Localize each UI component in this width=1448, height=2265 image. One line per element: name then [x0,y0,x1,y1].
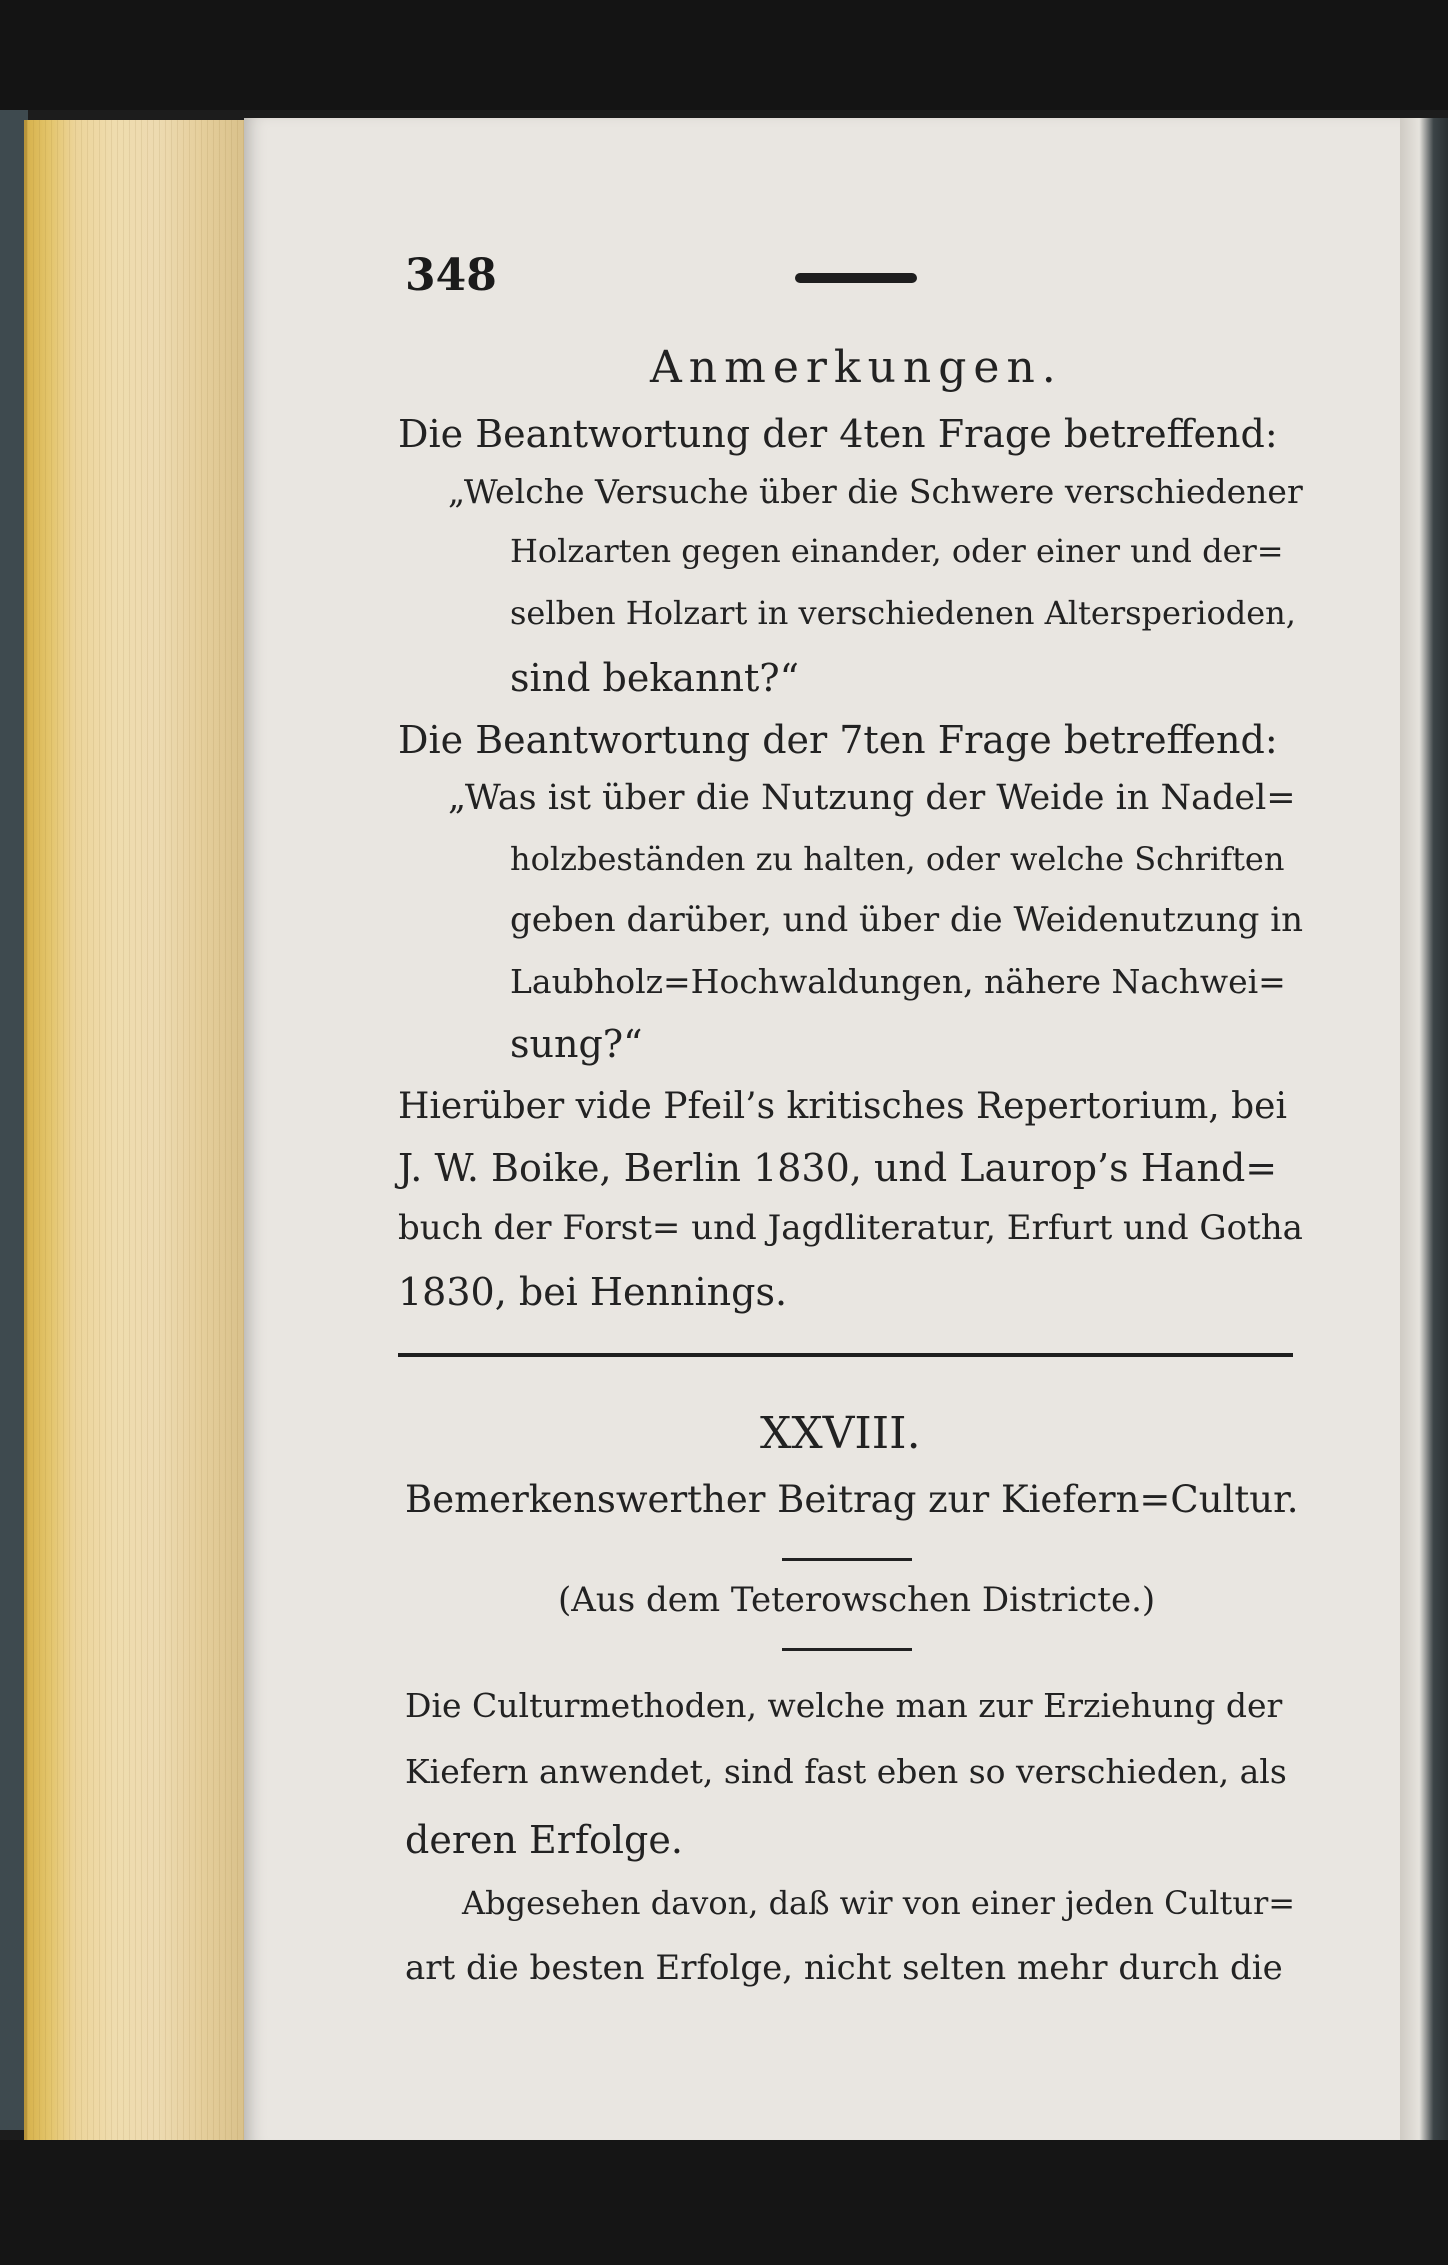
section-divider [398,1353,1293,1357]
bottom-background [0,2140,1448,2265]
header-ornament-rule [795,273,917,283]
text-line: „Welche Versuche über die Schwere verschiedener [448,472,1303,511]
text-line: selben Holzart in verschiedenen Altersperioden, [510,594,1296,632]
page-gutter-right [1400,118,1448,2148]
text-line: holzbeständen zu halten, oder welche Schriften [510,840,1285,878]
text-line: „Was ist über die Nutzung der Weide in Nadel= [448,778,1296,818]
text-line: Die Culturmethoden, welche man zur Erziehung der [405,1686,1283,1725]
text-line: sung?“ [510,1022,643,1066]
text-line: Abgesehen davon, daß wir von einer jeden Cultur= [462,1884,1296,1922]
title-rule [782,1558,912,1561]
text-line: Die Beantwortung der 4ten Frage betreffend: [398,412,1278,456]
text-line: buch der Forst= und Jagdliteratur, Erfurt und Gotha [398,1208,1303,1248]
text-line: Holzarten gegen einander, oder einer und der= [510,532,1284,570]
text-line: geben darüber, und über die Weidenutzung in [510,900,1304,940]
text-line: Die Beantwortung der 7ten Frage betreffend: [398,718,1278,762]
section-subtitle: (Aus dem Teterowschen Districte.) [558,1580,1156,1620]
text-line: Kiefern anwendet, sind fast eben so verschieden, als [405,1752,1287,1791]
page-edges [24,120,247,2150]
text-line: 1830, bei Hennings. [398,1270,788,1314]
text-line: J. W. Boike, Berlin 1830, und Laurop’s Hand= [398,1146,1278,1190]
text-line: sind bekannt?“ [510,656,800,700]
section-number: XXVIII. [760,1408,921,1459]
text-line: Hierüber vide Pfeil’s kritisches Repertorium, bei [398,1086,1287,1127]
subtitle-rule [782,1648,912,1651]
text-line: deren Erfolge. [405,1818,683,1862]
page-number: 348 [405,250,497,301]
text-line: art die besten Erfolge, nicht selten mehr durch die [405,1948,1283,1988]
section-title: Bemerkenswerther Beitrag zur Kiefern=Cultur. [405,1478,1299,1521]
heading: Anmerkungen. [650,342,1063,393]
text-line: Laubholz=Hochwaldungen, nähere Nachwei= [510,962,1286,1001]
top-background [0,0,1448,110]
